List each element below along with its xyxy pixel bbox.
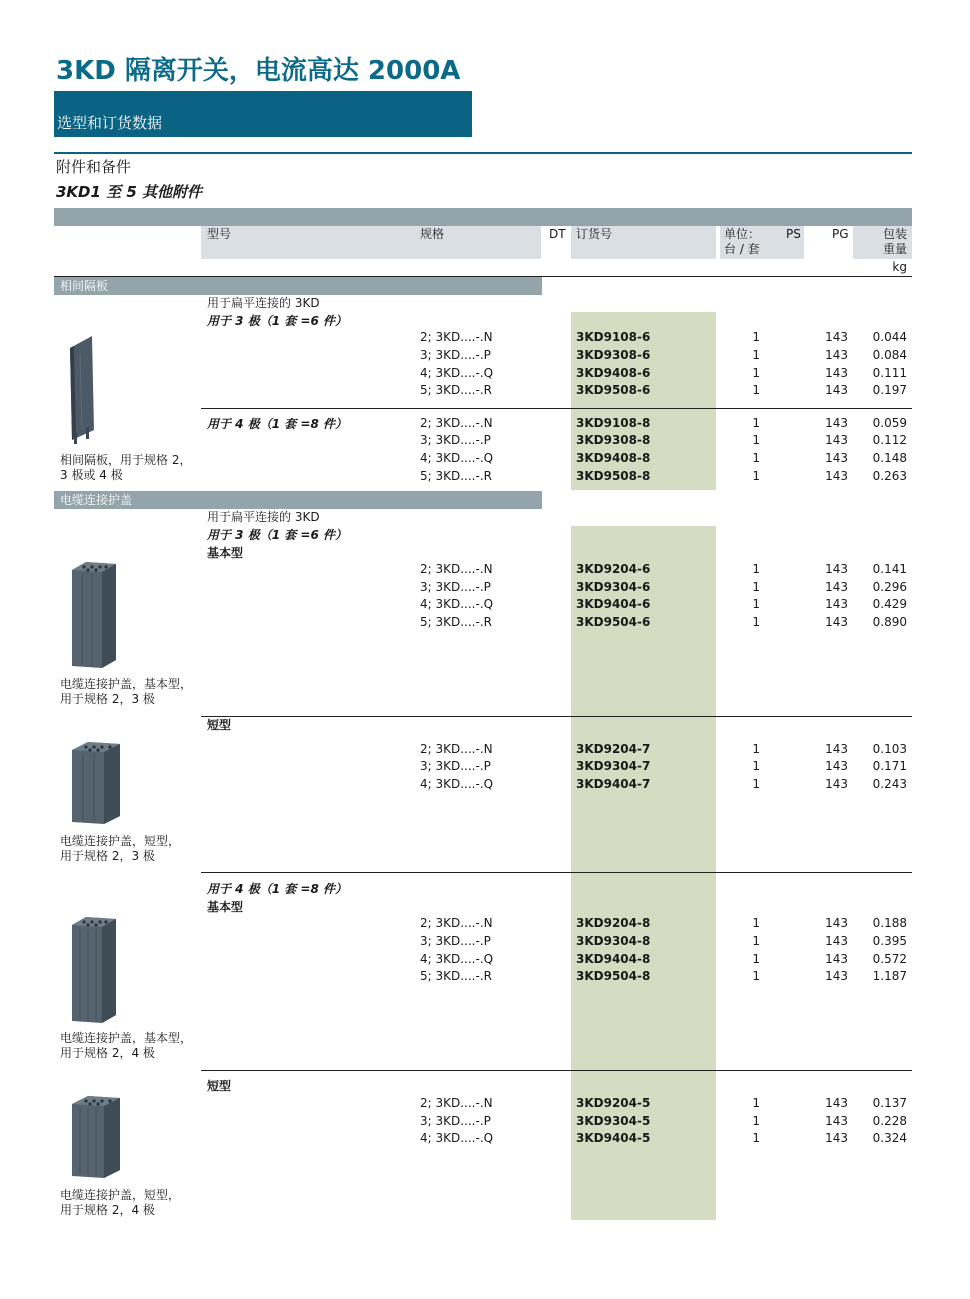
cell-weight: 0.395 [872,934,907,948]
cell-weight: 0.044 [872,330,907,344]
group-description: 基本型 [207,900,244,914]
cell-pg: 143 [825,916,848,930]
cell-unit: 1 [752,416,760,430]
header-dt: DT [549,227,566,241]
cell-unit: 1 [752,916,760,930]
cell-pg: 143 [825,451,848,465]
cell-weight: 0.171 [872,759,907,773]
group-separator [201,1070,912,1071]
cell-order-number: 3KD9304-7 [576,759,651,773]
table-row [0,382,970,400]
cell-spec: 5; 3KD....-.R [420,383,492,397]
cell-order-number: 3KD9404-5 [576,1131,651,1145]
header-weight-unit: kg [892,260,907,274]
image-caption: 相间隔板，用于规格 2， [60,453,192,467]
cell-pg: 143 [825,469,848,483]
cell-weight: 0.188 [872,916,907,930]
cell-weight: 0.324 [872,1131,907,1145]
table-row [0,329,970,347]
cell-spec: 2; 3KD....-.N [420,330,493,344]
cell-weight: 0.429 [872,597,907,611]
table-row [0,968,970,986]
image-caption: 电缆连接护盖，短型， [60,834,181,848]
cell-order-number: 3KD9308-6 [576,348,651,362]
group-description: 短型 [207,1079,232,1093]
cell-pg: 143 [825,1131,848,1145]
cell-spec: 2; 3KD....-.N [420,742,493,756]
cell-order-number: 3KD9408-6 [576,366,651,380]
cell-pg: 143 [825,759,848,773]
cell-weight: 0.103 [872,742,907,756]
table-row [0,432,970,450]
cell-spec: 4; 3KD....-.Q [420,777,494,791]
group-description: 短型 [207,718,232,732]
cell-order-number: 3KD9204-6 [576,562,651,576]
subtitle: 附件和备件 [56,158,132,176]
cell-order-number: 3KD9304-8 [576,934,651,948]
cell-weight: 0.059 [872,416,907,430]
cell-pg: 143 [825,742,848,756]
phase-barrier-image [66,334,98,446]
image-caption: 3 极或 4 极 [60,468,123,482]
section-header [54,491,542,509]
cell-unit: 1 [752,969,760,983]
cell-pg: 143 [825,383,848,397]
cell-spec: 4; 3KD....-.Q [420,451,494,465]
group-separator [201,408,912,409]
cell-spec: 3; 3KD....-.P [420,934,491,948]
cell-weight: 0.084 [872,348,907,362]
table-row [0,579,970,597]
cell-spec: 2; 3KD....-.N [420,1096,493,1110]
cell-order-number: 3KD9204-7 [576,742,651,756]
image-caption: 电缆连接护盖，短型， [60,1188,181,1202]
group-description: 用于扁平连接的 3KD [207,510,320,524]
cell-order-number: 3KD9304-5 [576,1114,651,1128]
header-order: 订货号 [576,227,613,241]
cell-spec: 3; 3KD....-.P [420,1114,491,1128]
cell-pg: 143 [825,348,848,362]
cell-unit: 1 [752,330,760,344]
cell-weight: 0.141 [872,562,907,576]
header-type: 型号 [207,227,232,241]
sub-subtitle: 3KD1 至 5 其他附件 [56,183,203,201]
section-banner [54,91,472,137]
cell-unit: 1 [752,934,760,948]
cell-order-number: 3KD9108-6 [576,330,651,344]
cell-unit: 1 [752,742,760,756]
table-row [0,365,970,383]
cell-pg: 143 [825,1096,848,1110]
cell-order-number: 3KD9404-7 [576,777,651,791]
cell-weight: 1.187 [872,969,907,983]
group-description: 用于 4 极（1 套 =8 件） [207,417,347,431]
cell-weight: 0.263 [872,469,907,483]
cell-spec: 2; 3KD....-.N [420,416,493,430]
cell-weight: 0.148 [872,451,907,465]
cell-spec: 3; 3KD....-.P [420,759,491,773]
cell-unit: 1 [752,759,760,773]
cell-unit: 1 [752,348,760,362]
table-row [0,561,970,579]
cell-spec: 4; 3KD....-.Q [420,597,494,611]
table-row [0,741,970,759]
cell-unit: 1 [752,580,760,594]
header-bg-type-spec [201,226,541,259]
cell-pg: 143 [825,615,848,629]
group-description: 用于扁平连接的 3KD [207,296,320,310]
image-caption: 电缆连接护盖，基本型， [60,677,193,691]
cell-spec: 4; 3KD....-.Q [420,366,494,380]
cable-cover-basic-image [66,560,122,672]
table-row [0,933,970,951]
header-weight-line1: 包装 [882,227,907,241]
group-description: 基本型 [207,546,244,560]
cell-order-number: 3KD9204-8 [576,916,651,930]
image-caption: 用于规格 2，4 极 [60,1203,155,1217]
header-weight-line2: 重量 [882,242,907,256]
group-description: 用于 3 极（1 套 =6 件） [207,314,347,328]
cell-order-number: 3KD9508-8 [576,469,651,483]
cell-unit: 1 [752,1096,760,1110]
header-ps: PS [786,227,801,241]
cell-spec: 5; 3KD....-.R [420,969,492,983]
group-separator [201,716,912,717]
cell-pg: 143 [825,952,848,966]
cell-pg: 143 [825,366,848,380]
cell-spec: 5; 3KD....-.R [420,469,492,483]
header-spec: 规格 [420,227,445,241]
cell-unit: 1 [752,433,760,447]
cell-order-number: 3KD9504-8 [576,969,651,983]
image-caption: 用于规格 2，4 极 [60,1046,155,1060]
cell-pg: 143 [825,433,848,447]
cell-order-number: 3KD9508-6 [576,383,651,397]
image-caption: 电缆连接护盖，基本型， [60,1031,193,1045]
table-row [0,614,970,632]
table-row [0,347,970,365]
cell-spec: 5; 3KD....-.R [420,615,492,629]
top-rule [54,152,912,154]
cell-weight: 0.890 [872,615,907,629]
cell-weight: 0.296 [872,580,907,594]
table-row [0,1130,970,1148]
cell-weight: 0.243 [872,777,907,791]
cell-spec: 3; 3KD....-.P [420,580,491,594]
section-header [54,277,542,295]
cell-order-number: 3KD9308-8 [576,433,651,447]
header-unit-line1: 单位： [724,227,761,241]
cell-unit: 1 [752,1131,760,1145]
header-unit-line2: 台 / 套 [724,242,760,256]
cell-weight: 0.197 [872,383,907,397]
cell-pg: 143 [825,330,848,344]
table-row [0,758,970,776]
cell-order-number: 3KD9304-6 [576,580,651,594]
table-row [0,1113,970,1131]
cell-pg: 143 [825,580,848,594]
banner-label: 选型和订货数据 [57,114,163,132]
cell-pg: 143 [825,416,848,430]
cell-unit: 1 [752,777,760,791]
table-row [0,415,970,433]
table-row [0,468,970,486]
cell-unit: 1 [752,366,760,380]
table-row [0,1095,970,1113]
cell-spec: 3; 3KD....-.P [420,433,491,447]
cell-spec: 2; 3KD....-.N [420,562,493,576]
section-title: 电缆连接护盖 [60,493,133,507]
cell-spec: 4; 3KD....-.Q [420,1131,494,1145]
image-caption: 用于规格 2，3 极 [60,692,155,706]
cell-unit: 1 [752,562,760,576]
table-row [0,951,970,969]
table-row [0,915,970,933]
cell-order-number: 3KD9204-5 [576,1096,651,1110]
cell-unit: 1 [752,1114,760,1128]
group-description: 用于 3 极（1 套 =6 件） [207,528,347,542]
cell-pg: 143 [825,969,848,983]
cell-unit: 1 [752,451,760,465]
cell-weight: 0.137 [872,1096,907,1110]
cell-weight: 0.572 [872,952,907,966]
cell-order-number: 3KD9408-8 [576,451,651,465]
cell-unit: 1 [752,615,760,629]
cell-unit: 1 [752,383,760,397]
cell-pg: 143 [825,934,848,948]
cell-spec: 4; 3KD....-.Q [420,952,494,966]
cell-weight: 0.111 [872,366,907,380]
table-row [0,776,970,794]
table-top-bar [54,208,912,226]
cell-unit: 1 [752,469,760,483]
header-pg: PG [832,227,849,241]
cell-weight: 0.112 [872,433,907,447]
cell-pg: 143 [825,1114,848,1128]
cell-unit: 1 [752,597,760,611]
group-separator [201,872,912,873]
cell-weight: 0.228 [872,1114,907,1128]
cell-pg: 143 [825,562,848,576]
group-description: 用于 4 极（1 套 =8 件） [207,882,347,896]
table-row [0,596,970,614]
cell-order-number: 3KD9504-6 [576,615,651,629]
cell-pg: 143 [825,777,848,791]
cell-order-number: 3KD9108-8 [576,416,651,430]
cell-order-number: 3KD9404-8 [576,952,651,966]
cell-spec: 2; 3KD....-.N [420,916,493,930]
cell-pg: 143 [825,597,848,611]
section-title: 相间隔板 [60,279,109,293]
cable-cover-short-image [66,740,126,828]
cable-cover-basic-image [66,915,122,1027]
image-caption: 用于规格 2，3 极 [60,849,155,863]
cell-spec: 3; 3KD....-.P [420,348,491,362]
cell-unit: 1 [752,952,760,966]
cell-order-number: 3KD9404-6 [576,597,651,611]
cable-cover-short-image [66,1094,126,1182]
page-title: 3KD 隔离开关，电流高达 2000A [56,56,461,86]
